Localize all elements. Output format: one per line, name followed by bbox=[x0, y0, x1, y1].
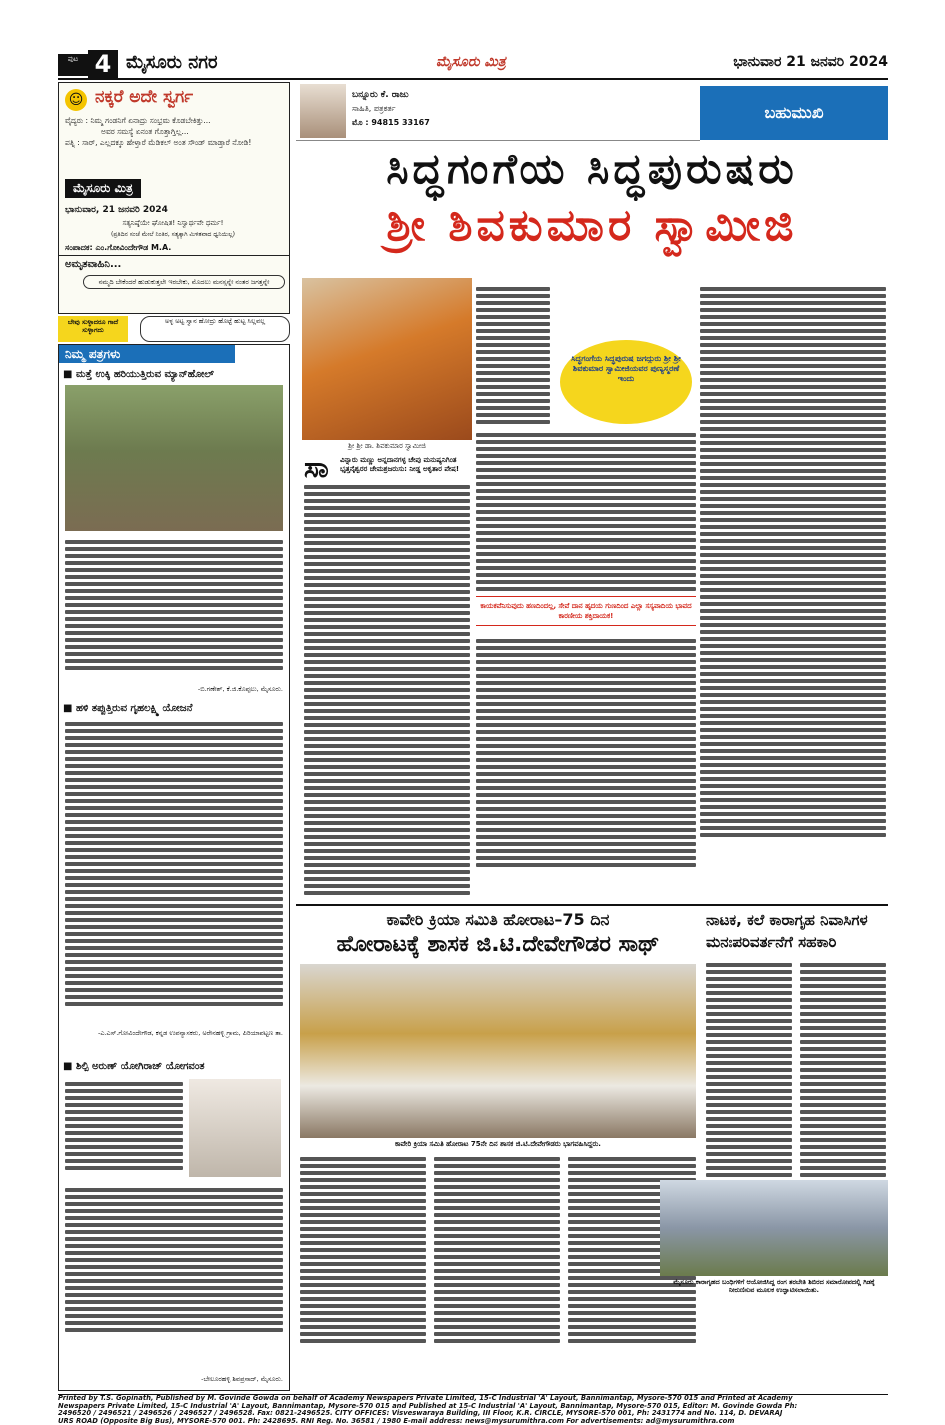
dialogue-line: ಅವರ ಸಮಸ್ಯೆ ಏನಂತ ಗೊತ್ತಾಗ್ತಿಲ್ಲ... bbox=[65, 126, 281, 137]
story3-headline: ಮನಃಪರಿವರ್ತನೆಗೆ ಸಹಕಾರಿ bbox=[706, 932, 888, 952]
amruta-title: ಅಮೃತವಾಹಿನಿ... bbox=[65, 259, 121, 270]
pull-quote: ಕಾಯಕವೆನಿಸುವುದು ಹಣದಿಂದಲ್ಲ, ಸೇವೆ ದಾನ ಹೃದಯ ಗುಣದಿಂದ ಎಲ್ಲಾ ಸಸ್ಯವಾದಿಯ ಭಾವದ ಕಾರಣೀಯ ಶಕ್ತಿದಾಯಕ! bbox=[476, 596, 696, 626]
masthead-logo: ಮೈಸೂರು ಮಿತ್ರ bbox=[436, 54, 506, 70]
story2-body bbox=[434, 1154, 560, 1346]
dialogue-line: ಪತ್ನಿ : ಸಾರ್, ಎಲ್ಲದಕ್ಕೂ ಹೇಳ್ತಾರೆ ಮೆಡಿಕಲ್ ಅಂತ ಸೌಂಡ್ ಮಾಡ್ತಾರೆ ನೋಡಿ! bbox=[65, 137, 281, 148]
nakkare-title: ನಕ್ಕರೆ ಅದೇ ಸ್ವರ್ಗ bbox=[95, 87, 193, 107]
letter-title: ■ ಹಳಿ ತಪ್ಪುತ್ತಿರುವ ಗೃಹಲಕ್ಷ್ಮಿ ಯೋಜನೆ bbox=[63, 703, 192, 714]
story3-headline: ನಾಟಕ, ಕಲೆ ಕಾರಾಗೃಹ ನಿವಾಸಿಗಳ bbox=[706, 910, 888, 930]
author-block bbox=[296, 82, 700, 141]
section-name: ಮೈಸೂರು ನಗರ bbox=[126, 52, 218, 73]
sub-line: (ಪ್ರತಿದಿನ ಸಂಜೆ ಮೇಲೆ ನಿಂತಿರ, ಸತ್ಯಕ್ಕಾಗಿ ಮಿಳಿತವಾದ ಧ್ವನಿಯಿಲ್ಲ) bbox=[65, 231, 281, 239]
story2-caption: ಕಾವೇರಿ ಕ್ರಿಯಾ ಸಮಿತಿ ಹೋರಾಟ 75ನೇ ದಿನ ಶಾಸಕ ಜಿ.ಟಿ.ದೇವೇಗೌಡರು ಭಾಗವಹಿಸಿದ್ದರು. bbox=[300, 1140, 696, 1149]
author-role: ಸಾಹಿತಿ, ಪತ್ರಕರ್ತ bbox=[352, 104, 396, 114]
story2-kicker: ಕಾವೇರಿ ಕ್ರಿಯಾ ಸಮಿತಿ ಹೋರಾಟ–75 ದಿನ bbox=[296, 910, 700, 930]
dialogue-line: ವೈದ್ಯರು : ನಿಮ್ಮ ಗಂಡನಿಗೆ ಏನಾದ್ರು ಸಂಭ್ರಮ ಕೊಡಬೇಕಿತ್ತು... bbox=[65, 115, 281, 126]
author-name: ಬನ್ನೂರು ಕೆ. ರಾಜು bbox=[352, 90, 409, 100]
letters-header: ನಿಮ್ಮ ಪತ್ರಗಳು bbox=[59, 345, 235, 363]
amruta-quote: ನಮ್ಮದಿ ಬೇಕೆಂದರೆ ಹುಡುಕುತ್ತಲೇ ಇರಬೇಕು, ಮೊದಲು ಮನಸ್ಸನ್ನೇ ನಂತರ ಜಗತ್ತನ್ನೇ bbox=[83, 275, 285, 289]
nakkare-box bbox=[58, 82, 290, 314]
feature-column bbox=[476, 636, 696, 870]
imprint-line: 2496520 / 2496521 / 2496526 / 2496527 / 2496528. Fax: 0821-2496525. CITY OFFICES: Visveswaraya Building, III Floor, K.R. CIRCLE, MYSORE-570 001, Ph: 2431774 and No. 114, D. DEVARAJ bbox=[58, 1410, 888, 1418]
sub-logo: ಮೈಸೂರು ಮಿತ್ರ bbox=[65, 179, 141, 198]
feature-column bbox=[304, 482, 470, 898]
masthead bbox=[58, 50, 888, 80]
intro-dropcap: ಸಾ bbox=[304, 454, 329, 482]
imprint-line: Newspapers Private Limited, 15-C Industrial 'A' Layout, Bannimantap, Mysore-570 015 and Published at 15-C Industrial 'A' Layout, Bannimantap, Mysore-570 015, Editor: M. Govinde Gowda Ph: bbox=[58, 1403, 888, 1411]
letter-signature: -ಬಿ.ಗಣೇಶ್, ಕೆ.ಜಿ.ಕೊಪ್ಪಲು, ಮೈಸೂರು. bbox=[65, 685, 283, 694]
story3-body bbox=[706, 960, 792, 1187]
feature-column bbox=[700, 284, 886, 840]
feature-subheadline: ಶ್ರೀ ಶಿವಕುಮಾರ ಸ್ವಾಮೀಜಿ bbox=[296, 198, 888, 254]
letter-body bbox=[65, 719, 283, 1009]
laugh-icon: ☺ bbox=[65, 89, 87, 111]
story2-body bbox=[300, 1154, 426, 1346]
story3-body bbox=[800, 960, 886, 1187]
letter-signature: -ಎ.ಎಸ್.ಗೋವಿಂದೇಗೌಡ, ಕನ್ನಡ ಉಪನ್ಯಾಸಕರು, ಅರೇನಹಳ್ಳಿ ಗ್ರಾಮ, ಪಿರಿಯಾಪಟ್ಟಣ ತಾ. bbox=[65, 1029, 283, 1038]
story3-caption: ಮೈಸೂರು ಕಾರಾಗೃಹದ ಬಂಧಿಗಳಿಗೆ ಆಯೋಜಿಸಿದ್ದ ರಂಗ ತರಬೇತಿ ಶಿಬಿರದ ಸಮಾರೋಪದಲ್ಲಿ ಗಿಡಕ್ಕೆ ನೀರುಣಿಸುವ ಮೂಲಕ ಉದ್ಘಾಟಿಸಲಾಯಿತು. bbox=[660, 1278, 888, 1294]
dialogue bbox=[65, 115, 281, 148]
feature-column bbox=[476, 430, 696, 594]
feature-tag: ಬಹುಮುಖಿ bbox=[700, 86, 888, 140]
masthead-date: ಭಾನುವಾರ 21 ಜನವರಿ 2024 bbox=[733, 54, 888, 70]
author-phone: ಮೊ : 94815 33167 bbox=[352, 118, 430, 128]
letter-body bbox=[65, 537, 283, 673]
imprint-footer bbox=[58, 1394, 888, 1425]
imprint-line: Printed by T.S. Gopinath, Published by M. Govinde Gowda on behalf of Academy Newspapers Private Limited, 15-C Industrial 'A' Layout, Bannimantap, Mysore-570 015 and Printed at Academy bbox=[58, 1395, 888, 1403]
divider bbox=[59, 255, 289, 256]
photo-caption: ಶ್ರೀ ಶ್ರೀ ಡಾ. ಶಿವಕುಮಾರ ಸ್ವಾಮೀಜಿ bbox=[302, 442, 472, 451]
prison-event-photo bbox=[660, 1180, 888, 1276]
editor-label: ಸಂಪಾದಕ: ಎಂ.ಗೋವಿಂದೇಗೌಡ M.A. bbox=[65, 243, 171, 253]
letter-body bbox=[65, 1079, 183, 1173]
letter-body bbox=[65, 1185, 283, 1335]
divider bbox=[296, 904, 888, 906]
manhole-photo bbox=[65, 385, 283, 531]
proverb-left: ಬೇವು ಸುಳ್ಳಾದರೂ ಗಾದೆ ಸುಳ್ಳಾಗದು bbox=[58, 316, 128, 342]
letter-signature: -ಬೇಲೂರಹಳ್ಳಿ ಶಿವಪ್ರಸಾದ್, ಮೈಸೂರು. bbox=[65, 1375, 283, 1384]
page-number: 4 bbox=[88, 50, 118, 78]
sub-line: ಸತ್ಯನಿಷ್ಠೆಯೇ ಘೋಷಿತ! ನಿಸ್ವಾರ್ಥವೇ ಧರ್ಮ! bbox=[65, 219, 281, 228]
callout-circle: ಸಿದ್ಧಗಂಗೆಯ ಸಿದ್ಧಪುರುಷ ಜಗದ್ಗುರು ಶ್ರೀ ಶ್ರೀ ಶಿವಕುಮಾರ ಸ್ವಾಮೀಜಿಯವರ ಪುಣ್ಯಸ್ಮರಣೆ ಇಂದು bbox=[560, 340, 692, 424]
imprint-line: URS ROAD (Opposite Big Bus), MYSORE-570 001. Ph: 2428695. RNI Reg. No. 36581 / 1980 E-mail address: news@mysurumithra.com For advertisements: ad@mysurumithra.com bbox=[58, 1418, 888, 1425]
intro-text: ವಿನ್ನಾರು ಮಣ್ಣು ಅನ್ನದಾನಗಳ್ಳ ಚೇಪು ಮನುಷ್ಯನಿಗಿಂತ ಭೃತ್ತನೈಶ್ವರರ ಚೇಮಶ್ರಜರುಸು: ನೀಡ್ಡ ಅಕೃತಾರ ಪೇಷ! bbox=[340, 456, 470, 474]
feature-headline: ಸಿದ್ಧಗಂಗೆಯ ಸಿದ್ಧಪುರುಷರು bbox=[296, 144, 888, 194]
proverb-right: ಅಳ್ಳ ಅಟ್ಟ ಸ್ವಾನ ಹೋದ್ರು ಹೊಟ್ಟೆ ಹುಟ್ಟ ಸಿಲ್ಲವಲ್ಲ bbox=[140, 316, 290, 342]
swamiji-photo bbox=[302, 278, 472, 440]
feature-column bbox=[476, 284, 550, 427]
sub-date: ಭಾನುವಾರ, 21 ಜನವರಿ 2024 bbox=[65, 205, 168, 215]
author-photo bbox=[300, 84, 346, 138]
letters-section bbox=[58, 344, 290, 1391]
letter-title: ■ ಶಿಲ್ಪಿ ಅರುಣ್ ಯೋಗಿರಾಜ್ ಯೋಗವಂತ bbox=[63, 1061, 205, 1072]
arun-yogiraj-photo bbox=[189, 1079, 281, 1177]
story2-headline: ಹೋರಾಟಕ್ಕೆ ಶಾಸಕ ಜಿ.ಟಿ.ದೇವೇಗೌಡರ ಸಾಥ್ bbox=[296, 930, 700, 960]
letter-title: ■ ಮತ್ತೆ ಉಕ್ಕಿ ಹರಿಯುತ್ತಿರುವ ಮ್ಯಾನ್‌ಹೋಲ್ bbox=[63, 369, 214, 380]
protest-photo bbox=[300, 964, 696, 1138]
page-label: ಪುಟ bbox=[58, 54, 88, 76]
